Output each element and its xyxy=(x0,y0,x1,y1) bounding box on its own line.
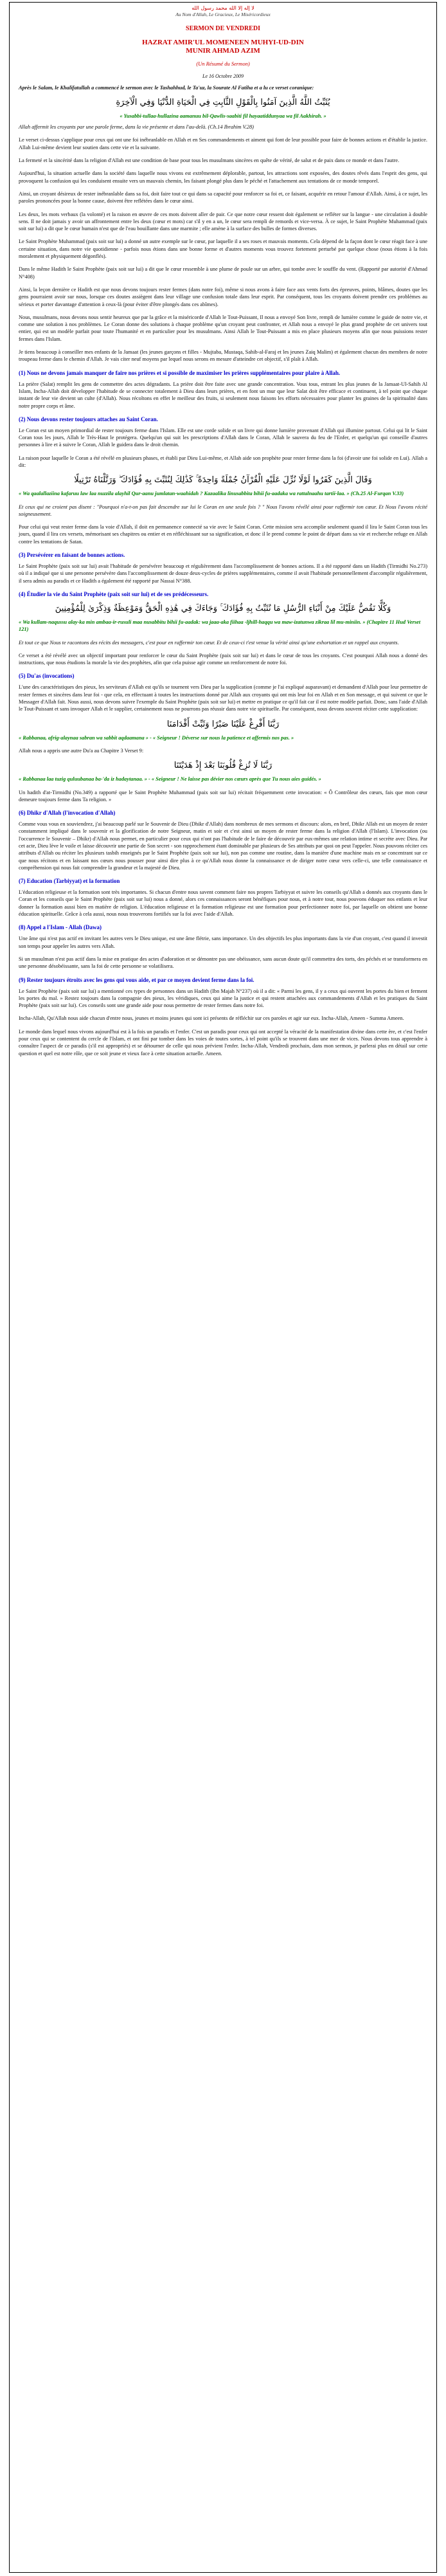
sermon-date: Le 16 Octobre 2009 xyxy=(202,73,244,80)
paragraph: Nous, musulmans, nous devons nous sentir heureux que par la grâce et la miséricorde d'Allah le Tout-Puissant, Il nous a envoyé Son livre, rempli de lumière comme le guide de notre vie, et comme une solution à nos problèmes. Le Coran donne des solutions à chaque problème qu'un croyant peut confronter, et Allah nous a envoyé le plus grand prophète de cet univers tout entier, qui est un modèle parfait pour toute l'humanité et en particulier pour les musulmans. Ainsi Allah le Tout-Puissant a mis en place plusieurs moyens afin que nous puissions rester fermes dans l'Islam. xyxy=(19,314,427,342)
summary-note: (Un Résumé du Sermon) xyxy=(196,60,250,67)
section-heading-1: (1) Nous ne devons jamais manquer de faire nos prières et si possible de maximiser les prières supplémentaires pour plaire à Allah. xyxy=(19,369,341,376)
arabic-verse-1: يُثَبِّتُ اللَّهُ الَّذِينَ آمَنُوا بِالْقَوْلِ الثَّابِتِ فِي الْحَيَاةِ الدُّنْيَا وَفِي الْآخِرَةِ xyxy=(116,97,330,107)
paragraph: Le Coran est un moyen primordial de rester toujours ferme dans l'Islam. Elle est une corde solide et un livre qui donne lumière provenant d'Allah qui illumine partout. Celui qui lit le Saint Coran tous les jours, Allah le Très-Haut le protégera. Quelqu'un qui suit les prescriptions d'Allah dans le Coran, Allah le sauvera du feu de l'Enfer, et quelqu'un qui conseille d'autres personnes à lire et à suivre le Coran, Allah le guidera dans le droit chemin. xyxy=(19,427,427,448)
transliteration-5: « Rabbanaa laa tuzig quluubanaa ba-'da iz hadaytanaa. » - « Seigneur ! Ne laisse pas dévier nos cœurs après que Tu nous aies guidés. » xyxy=(19,776,321,783)
paragraph: La raison pour laquelle le Coran a été révélé en plusieurs phases, et établi par Dieu Lui-même, et Allah aide son prophète pour rester ferme dans la foi (d'avoir une foi solide en Lui). Allah a dit: xyxy=(19,455,427,468)
transliteration-2: « Wa qaalallaziina kafaruu law laa nuzzila alayhil Qur-aanu jumlatan-waahidah ? Kazaalika linusabbita bihii fu-aadaka wa rattalnaahu tartii-laa. » (Ch.25 Al-Furqan V.33) xyxy=(19,491,404,497)
basmala-translation: Au Nom d'Allah, Le Gracieux, Le Miséricordieux xyxy=(175,12,271,17)
paragraph: La fermeté et la sincérité dans la religion d'Allah est une condition de base pour tous les musulmans sincères en quête de vérité, de salut et de paix dans ce monde et dans l'autre. xyxy=(19,158,400,164)
paragraph: Le verset ci-dessus s'applique pour ceux qui ont une foi inébranlable en Allah et en Ses commandements et aiment qui font de leur possible pour faire de bonnes actions et d'établir la justice. Allah Lui-même devient leur soutien dans cette vie et la suivante. xyxy=(19,137,427,150)
section-heading-7: (7) Education (Tarbiyyat) et la formation xyxy=(19,878,120,885)
transliteration-3: « Wa kullam-naqussu alay-ka min ambaa-ir-rusuli maa nusabbitu bihii fu-aadak: wa jaaa-aka fiihaa -ljhill-haqqu wa maw-izatunwa zikraa lil mu-miniin. » (Chapitre 11 Hud Verset 121) xyxy=(19,619,421,633)
document-frame xyxy=(9,2,437,2573)
paragraph: Si un musulman n'est pas actif dans la mise en pratique des actes d'adoration et se démontre pas une obéissance, sans aucun doute qu'il commettra des torts, des péchés et se transformera en une personne désobéissante, sans la foi de cette personne se volatilisera. xyxy=(19,956,427,970)
paragraph: L'éducation religieuse et la formation sont très importantes. Si chacun d'entre nous savent comment faire nos propres Tarbiyyat et suivre les conseils qu'Allah a donnés aux croyants dans le Coran et les conseils que le Saint Prophète (paix soit sur lui) nous a donné, alors ces connaissances seront bénéfiques pour nous, et à notre tour, nous pouvons éduquer nos enfants et leur donner la formation aussi bien en matière de religion. L'éducation religieuse et la formation religieuse est une formation pour perfectionner notre foi, par laquelle on obtient une bonne éducation spirituelle. Grâce à cela aussi, nous nous trouverons fortifiés sur la foi avec l'aide d'Allah. xyxy=(19,889,427,918)
section-heading-6: (6) Dhikr d'Allah (l'invocation d'Allah) xyxy=(19,810,116,817)
paragraph: Ainsi, la leçon dernière ce Hadith est que nous devons toujours rester fermes (dans notre foi), même si nous avons à faire face aux vents forts des épreuves, points, blâmes, doutes que les gens pourraient avoir sur nous, lorsque ces doutes assiègent dans leur village une confusion totale dans leur esprit. Par conséquent, tous les croyants doivent prendre ces problèmes au sérieux et porter davantage d'attention à ceux-là (pour éviter d'être plongés dans ces abîmes). xyxy=(19,286,427,307)
arabic-verse-5: رَبَّنَا لَا تُزِغْ قُلُوبَنَا بَعْدَ إِذْ هَدَيْتَنَا xyxy=(174,761,272,771)
arabic-verse-4: رَبَّنَا أَفْرِغْ عَلَيْنَا صَبْرًا وَثَبِّتْ أَقْدَامَنَا xyxy=(166,719,280,729)
paragraph: Aujourd'hui, la situation actuelle dans la société dans laquelle nous vivons est extrêmement déplorable, partout, les attractions sont exposées, des doutes rêvés dans l'esprit des gens, qui provoquent la confusion qui les conduisent ensuite vers un mauvais chemin, les faisant plongé plus dans le péché et l'attachement aux tentations de ce monde temporel. xyxy=(19,170,427,184)
paragraph: L'une des caractéristiques des pieux, les serviteurs d'Allah est qu'ils se tournent vers Dieu par la supplication (comme je l'ai expliqué auparavant) et demandent d'Allah pour leur permettre de rester fermes et sincères dans leur foi - que cela, en effectuant à toutes les instructions donné par Allah aux croyants qui ont mis leur foi en Allah et en Son message, et qui suivent ce que le Messager d'Allah fait. Nous aussi, nous devons suivre l'exemple du Saint Prophète (paix soit sur lui) et mettre en pratique ce qu'il fait car il est notre modèle parfait. Donc, sans l'aide d'Allah le Tout-Puissant et sans invoquer Allah et le supplier, certainement nous ne pourrons pas réussir dans notre vie spirituelle. Par conséquent, nous devons souvent réciter cette supplication: xyxy=(19,684,427,712)
section-heading-9: (9) Rester toujours étroits avec les gens qui vous aide, et par ce moyen devient ferme dans la foi. xyxy=(19,976,254,983)
transliteration-4: « Rabbanaa, afrig-alaynaa sabran wa sabbit aqdaamana » - « Seigneur ! Déverse sur nous la patience et affermis nos pas. » xyxy=(19,734,294,741)
section-heading-4: (4) Étudier la vie du Saint Prophète (paix soit sur lui) et de ses prédécesseurs. xyxy=(19,590,209,597)
sermon-title: SERMON DE VENDREDI xyxy=(186,25,260,32)
section-heading-2: (2) Nous devons rester toujours attaches au Saint Coran. xyxy=(19,415,158,422)
paragraph: Une âme qui n'est pas actif en invitant les autres vers le Dieu unique, est une âme flétrie, sans importance. Un des objectifs les plus importants dans la vie d'un croyant, c'est quand il investit son temps pour appeler les autres vers Allah. xyxy=(19,936,427,949)
translation-3: Et tout ce que Nous te racontons des récits des messagers, c'est pour en raffermir ton cœur. Et de ceux-ci t'est venue la vérité ainsi qu'une exhortation et un rappel aux croyants. xyxy=(19,639,399,646)
translation-1: Allah affermit les croyants par une parole ferme, dans la vie présente et dans l'au-delà. (Ch.14 Ibrahim V.28) xyxy=(19,124,254,131)
paragraph: Ainsi, un croyant désireux de rester inébranlable dans sa foi, doit faire tout ce qui dans sa capacité pour renforcer sa foi et, ce faisant, acquérir en retour l'amour d'Allah. Ainsi, à ce sujet, les paroles prononcées pour la bonne cause, doivent être reflétées dans le cœur ainsi. xyxy=(19,190,427,204)
section-heading-5: (5) Du'as (invocations) xyxy=(19,673,75,680)
arabic-verse-3: وَكُلًّا نَقُصُّ عَلَيْكَ مِنْ أَنْبَاءِ الرُّسُلِ مَا نُثَبِّتُ بِهِ فُؤَادَكَ ۚ وَجَاءَكَ فِي هَٰذِهِ الْحَقُّ وَمَوْعِظَةٌ وَذِكْرَىٰ لِلْمُؤْمِنِينَ xyxy=(55,603,391,613)
paragraph: Le Saint Prophète Muhammad (paix soit sur lui) a donné un autre exemple sur le cœur, par laquelle il a ses roses et mauvais moments. Cela dépend de la façon dont le cœur réagit face à une certaine situation, dans notre vie quotidienne - parfois nous étions dans une bonne forme et d'autres moments vous trouvez fortement perturbé par quelque chose (nous étions à la fois moralement et physiquement dégonflés). xyxy=(19,239,427,260)
intro-paragraph: Après le Salam, le Khalifatullah a commencé le sermon avec le Tashahhud, le Ta'uz, la Sourate Al Fatiha et a lu ce verset coranique: xyxy=(19,84,314,91)
arabic-verse-2: وَقَالَ الَّذِينَ كَفَرُوا لَوْلَا نُزِّلَ عَلَيْهِ الْقُرْآنُ جُمْلَةً وَاحِدَةً ۚ كَذَٰلِكَ لِنُثَبِّتَ بِهِ فُؤَادَكَ ۖ وَرَتَّلْنَاهُ تَرْتِيلًا xyxy=(74,475,372,485)
section-heading-3: (3) Persévérer en faisant de bonnes actions. xyxy=(19,552,125,559)
translation-2: Et ceux qui ne croient pas disent : "Pourquoi n'a-t-on pas fait descendre sur lui le Coran en une seule fois ? " Nous l'avons révélé ainsi pour raffermir ton cœur. Et Nous l'avons récité soigneusement. xyxy=(19,503,427,517)
paragraph: Comme vous vous en souviendrez, j'ai beaucoup parlé sur le Souvenir de Dieu (Dhikr d'Allah) dans nombreux de mes sermons et discours: alors, en bref, Dhikr Allah est un moyen de rester constamment impliqué dans le souvenir et la glorification de notre Seigneur, matin et soir et c'est ainsi un moyen de rester ferme dans la religion d'Allah (l'Islam). L'invocation (ou l'occurrence le Souvenir – Dhikr) d'Allah nous permet, en particulier pour ceux qui n'ont pas l'habitude de le faire de découvrir par eux-mêmes une relation intime et secrète avec Dieu. Par cet acte, Dieu lève le voile et laisse découvrir une partie de Son secret - son rapprochement étant dominable par plusieurs de Ses attributs par quoi on peut l'appeler. Nous pouvons réciter ces attributs d'Allah ou réciter les plusieurs tasbih enseignés par le Saint Prophète (paix soit sur lui), non pas comme une routine, dans la manière d'une machine mais en se concentrant sur ce que nous récitons et en laissant nos cœurs nous pousser pour ainsi dire plus à ce qu'Allah nous donne la connaissance et de diriger notre cœur vers celle-ci, une telle connaissance et compréhension qui nous fait comprendre la grandeur et la majesté de Dieu. xyxy=(19,821,427,871)
transliteration-1: « Yusabbi-tullaa-hullazina aamanuu bil-Qawlis-saabiti fil hayaatiddunyaa wa fil Aakhirah. » xyxy=(120,113,326,119)
paragraph: La prière (Salat) remplit les gens de commettre des actes dégradants. La prière doit être faite avec une grande concentration. Vous tous, entrant les plus jeunes de la Jamaat-Ul-Sahih Al Islam, Incha-Allah doit développer l'habitude de se connecter totalement à Dieu dans leurs prières, et en font un mur que leur Salat doit être efficace et continuent, à tel point que chaque instant de leur vie devient un culte (d'Allah). Nous récoltons en effet le meilleur des fruits, si seulement nous faisons les efforts nécessaires pour planter les graines de la spiritualité dans notre propre corps et âme. xyxy=(19,381,427,409)
imam-name-line-1: HAZRAT AMIR'UL MOMENEEN MUHYI-UD-DIN xyxy=(142,39,304,46)
paragraph: Un hadith d'at-Tirmidhi (No.349) a rapporté que le Saint Prophète Muhammad (paix soit sur lui) récitait fréquemment cette invocation: « Ô Contrôleur des cœurs, fais que mon cœur demeure toujours ferme dans Ta religion. » xyxy=(19,789,427,803)
paragraph: Le Saint Prophète (paix soit sur lui) a mentionné ces types de personnes dans un Hadith (Ibn Majah N°237) où il a dit: « Parmi les gens, il y a ceux qui ouvrent les portes du bien et ferment les portes du mal. » Restez toujours dans la compagnie des pieux, les véridiques, ceux qui aime la justice et qui restent attachées aux commandements d'Allah et les pratiques du Saint Prophète (paix soit sur lui). Ces conseils sont une grande aide pour nous permettre de rester fermes dans notre foi. xyxy=(19,988,427,1009)
imam-name-line-2: MUNIR AHMAD AZIM xyxy=(186,47,260,55)
paragraph: Pour celui qui veut rester ferme dans la voie d'Allah, il doit en permanence connecté sa vie avec le Saint Coran. Cette mission sera accomplie seulement quand il lira le Saint Coran tous les jours, quand il lira ces versets, mémorisant ses chapitres ou entier et en réfléchissant sur sa signification, et donc il le prend comme le point de départ dans sa vie et recherche refuge en Allah contre les tentations de Satan. xyxy=(19,524,427,545)
paragraph: Le monde dans lequel nous vivons aujourd'hui est à la fois un paradis et l'enfer. C'est un paradis pour ceux qui ont accepté la véracité de la manifestation divine dans cette ère, et c'est l'enfer pour ceux qui se contentent du cercle de l'Islam, et ont fini par tomber dans les voies de toutes sortes, à tel point qu'ils se trouvent dans une mer de vices. Nous devons tous apprendre à connaître l'aspect de ce paradis (s'il est appropriés) et se détourner de celle qui nous prévient l'enfer. Incha-Allah, Vendredi prochain, dans mon sermon, je parlerai plus en détail sur cette question et quel est notre rôle, que ce soit jeune et vieux face à cette situation actuelle. Ameen. xyxy=(19,1028,427,1057)
arabic-header: لا إله إلا الله محمد رسول الله xyxy=(192,5,254,11)
section-heading-8: (8) Appel a l'Islam - Allah (Dawa) xyxy=(19,924,102,931)
paragraph: Je tiens beaucoup à conseiller mes enfants de la Jamaat (les jeunes garçons et filles - Mujtaba, Mustaqa, Sahib-al-Faraj et les jeunes Zaiq Malim) et également chacun des membres de notre troupeau ferme dans le chemin d'Allah. Je vais citer neuf moyens par lequel nous serons en mesure d'atteindre cet objectif, s'il plaît à Allah. xyxy=(19,349,427,363)
paragraph: Les deux, les mots verbaux (la volonté) et la raison en œuvre de ces mots doivent aller de pair. Ce que notre cœur ressent doit également se refléter sur la langue - une circulation à double sens. Il ne doit jamais y avoir un affrontement entre les deux (cœur et mots) car s'il y en a un, le cœur sera rempli de remords et vice-versa. À ce sujet, le Saint Prophète Muhammad (paix soit sur lui) a dit que le cœur humain n'est que de l'eau bouillante dans une marmite ; elle amène à la surface des bulles de formes diverses. xyxy=(19,211,427,232)
paragraph: Le Saint Prophète (paix soit sur lui) avait l'habitude de persévérer beaucoup et régulièrement dans l'accomplissement de bonnes actions. Il a été rapporté dans un Hadith (Tirmidhi No.273) où il a indiqué que si une personne persévère dans l'accomplissement de douze deux-cycles de prières supplémentaires, comme il avait l'habitude personnellement d'accomplir régulièrement, il sera admis au paradis et ce Hadith a également été rapporté par Nassai N°388. xyxy=(19,563,427,584)
paragraph: Ce verset a été révélé avec un objectif important pour renforcer le cœur du Saint Prophète (paix soit sur lui) et dans le cœur de tous les croyants. C'est pourquoi Allah nous a donné des instructions, que nous étudions la morale la vie des prophètes, afin que cela puisse agir comme un renforcement de notre foi. xyxy=(19,652,427,666)
paragraph: Allah nous a appris une autre Du'a au Chapitre 3 Verset 9: xyxy=(19,747,144,754)
paragraph: Incha-Allah, Qu'Allah nous aide chacun d'entre nous, jeunes et moins jeunes qui sont ici présents de réfléchir sur ces paroles et agir sur eux. Incha-Allah, Ameen - Summa Ameen. xyxy=(19,1015,404,1022)
paragraph: Dans le même Hadith le Saint Prophète (paix soit sur lui) a dit que le cœur ressemble à une plume de poule sur un arbre, qui tombe avec le souffle du vent. (Rapporté par autorité d'Ahmad N°408) xyxy=(19,266,427,280)
